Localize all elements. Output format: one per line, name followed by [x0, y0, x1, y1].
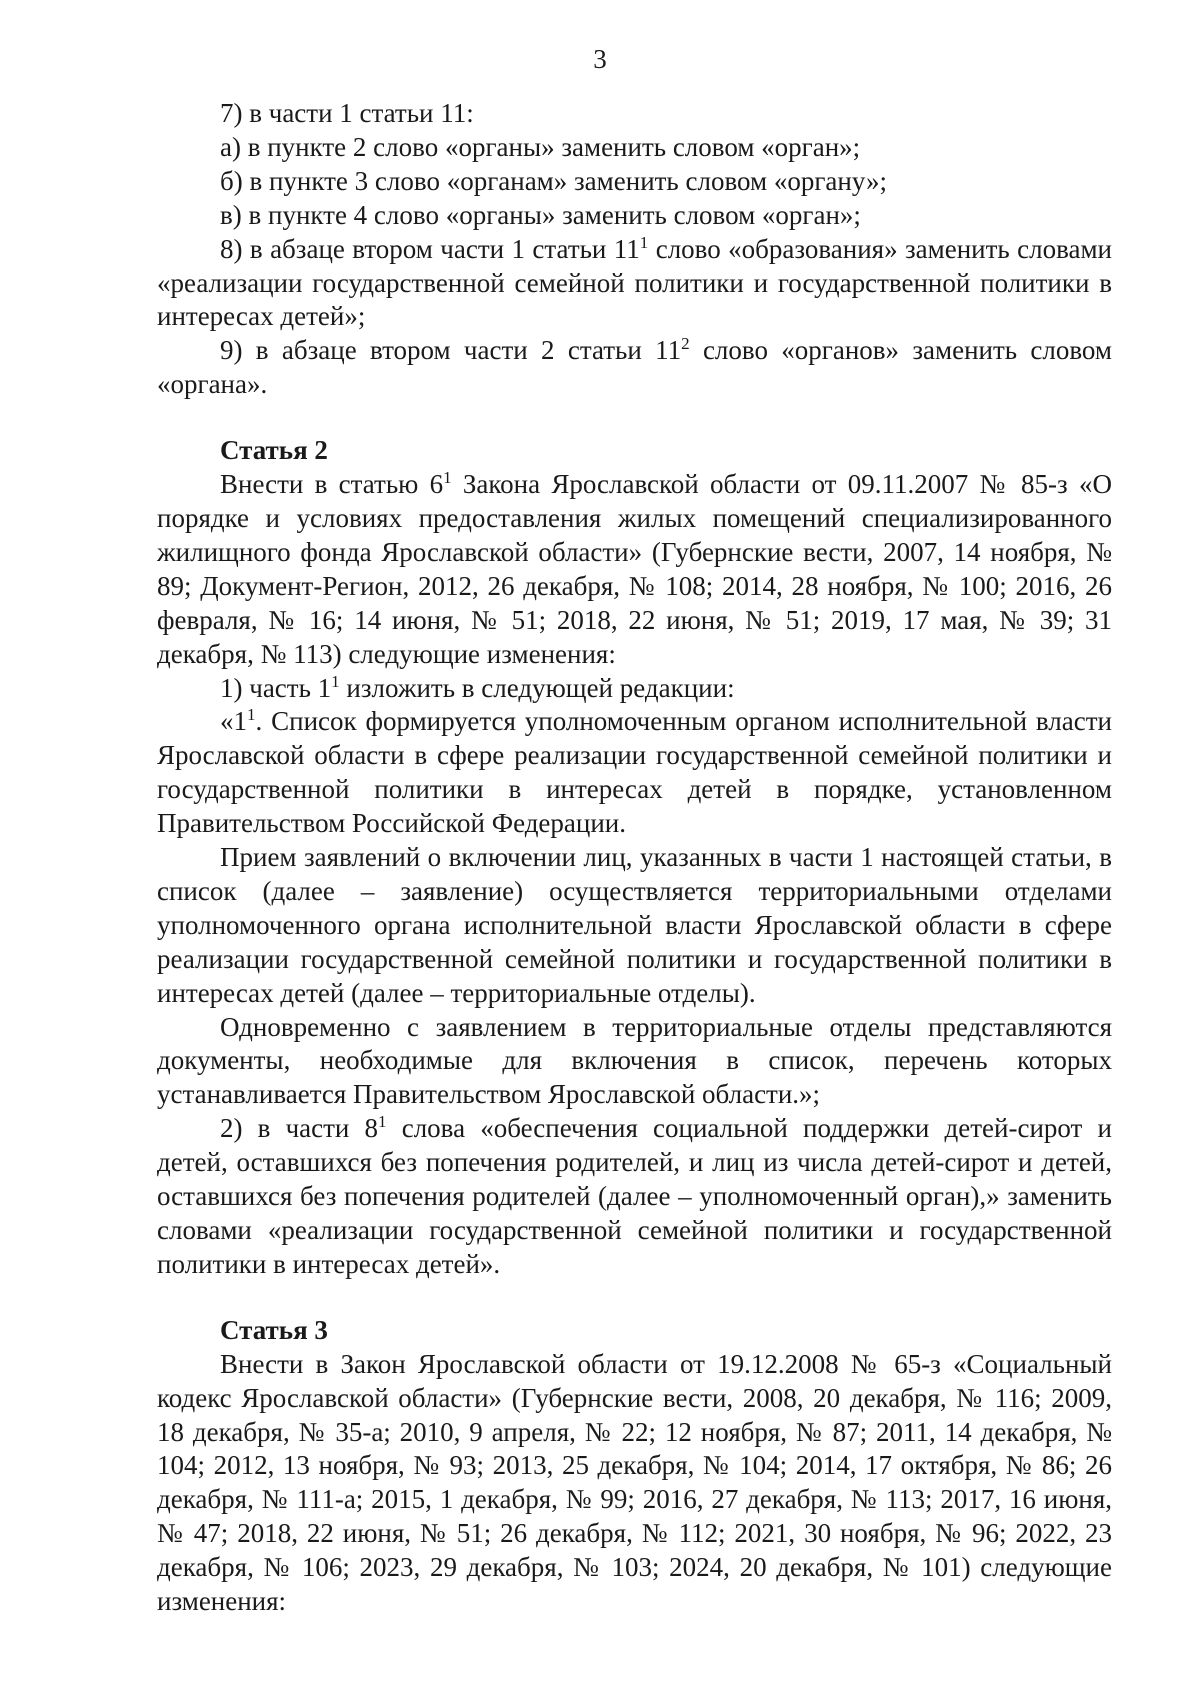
article-2-heading: Статья 2	[220, 435, 328, 466]
article-3	[157, 1314, 1112, 1619]
superscript: 1	[639, 232, 649, 252]
article-2-quote-paragraph-2: Прием заявлений о включении лиц, указанных в части 1 настоящей статьи, в список (далее – заявление) осуществляется территориальными отделами уполномоченного органа исполнительной власти Ярославской области в сфере реализации государственной семейной политики и государственной политики в интересах детей (далее – территориальные отделы).	[157, 842, 1112, 1008]
superscript: 2	[681, 334, 690, 354]
article-2	[157, 434, 1112, 1282]
amendment-item-8-rest: слово «образования» заменить словами «реализации государственной семейной политики и государственной политики в интересах детей»;	[157, 233, 1112, 332]
article-2-quote-paragraph-3: Одновременно с заявлением в территориальные отделы представляются документы, необходимые для включения в список, перечень которых устанавливается Правительством Ярославской области.»;	[157, 1011, 1112, 1110]
amendment-item-7: 7) в части 1 статьи 11:	[220, 98, 474, 128]
page-number: 3	[593, 44, 607, 74]
quote-1-rest: . Список формируется уполномоченным органом исполнительной власти Ярославской области в сфере реализации государственной семейной политики и государственной политики в интересах детей в порядке, установленном Правительством Российской Федерации.	[157, 706, 1112, 839]
article-2-item-2-text: 2) в части 8	[220, 1113, 379, 1144]
amendment-item-9-rest: слово «органов» заменить словом «органа».	[157, 335, 1112, 400]
article-2-quote-paragraph-1	[157, 705, 1112, 841]
superscript: 1	[443, 468, 452, 488]
superscript: 1	[378, 1112, 387, 1132]
amendment-subitem-v: в) в пункте 4 слово «органы» заменить словом «орган»;	[220, 199, 861, 230]
article-1-tail	[157, 97, 1112, 402]
article-3-intro: Внести в Закон Ярославской области от 19.12.2008 № 65-з «Социальный кодекс Ярославской области» (Губернские вести, 2008, 20 декабря, № 116; 2009, 18 декабря, № 35-а; 2010, 9 апреля, № 22; 12 ноября, № 87; 2011, 14 декабря, № 104; 2012, 13 ноября, № 93; 2013, 25 декабря, № 104; 2014, 17 октября, № 86; 26 декабря, № 111-а; 2015, 1 декабря, № 99; 2016, 27 декабря, № 113; 2017, 16 июня, № 47; 2018, 22 июня, № 51; 26 декабря, № 112; 2021, 30 ноября, № 96; 2022, 23 декабря, № 106; 2023, 29 декабря, № 103; 2024, 20 декабря, № 101) следующие изменения:	[157, 1348, 1112, 1617]
article-2-item-2	[157, 1112, 1112, 1282]
article-2-intro-text: Внести в статью 6	[220, 469, 444, 500]
amendment-item-8	[157, 233, 1112, 335]
superscript: 1	[331, 671, 340, 691]
article-2-intro-rest: Закона Ярославской области от 09.11.2007 № 85-з «О порядке и условиях предоставления жилых помещений специализированного жилищного фонда Ярославской области» (Губернские вести, 2007, 14 ноября, № 89; Документ-Регион, 2012, 26 декабря, № 108; 2014, 28 ноября, № 100; 2016, 26 февраля, № 16; 14 июня, № 51; 2018, 22 июня, № 51; 2019, 17 мая, № 39; 31 декабря, № 113) следующие изменения:	[157, 469, 1112, 669]
amendment-item-9	[157, 334, 1112, 402]
document-body	[157, 97, 1112, 1619]
article-2-item-1-rest: изложить в следующей редакции:	[339, 672, 735, 703]
amendment-subitem-b: б) в пункте 3 слово «органам» заменить словом «органу»;	[220, 165, 888, 196]
amendment-item-8-text: 8) в абзаце втором части 1 статьи 11	[220, 233, 640, 264]
article-2-item-1-text: 1) часть 1	[220, 672, 332, 703]
amendment-subitem-a: а) в пункте 2 слово «органы» заменить словом «орган»;	[220, 131, 861, 162]
article-2-item-1	[157, 672, 1112, 706]
article-2-item-2-rest: слова «обеспечения социальной поддержки детей-сирот и детей, оставшихся без попечения родителей, и лиц из числа детей-сирот и детей, оставшихся без попечения родителей (далее – уполномоченный орган),» заменить словами «реализации государственной семейной политики и государственной политики в интересах детей».	[157, 1113, 1112, 1279]
amendment-item-9-text: 9) в абзаце втором части 2 статьи 11	[220, 335, 682, 366]
article-3-heading: Статья 3	[220, 1314, 328, 1345]
superscript: 1	[247, 705, 256, 725]
article-2-intro	[157, 468, 1112, 671]
quote-1-text: «1	[220, 706, 247, 737]
